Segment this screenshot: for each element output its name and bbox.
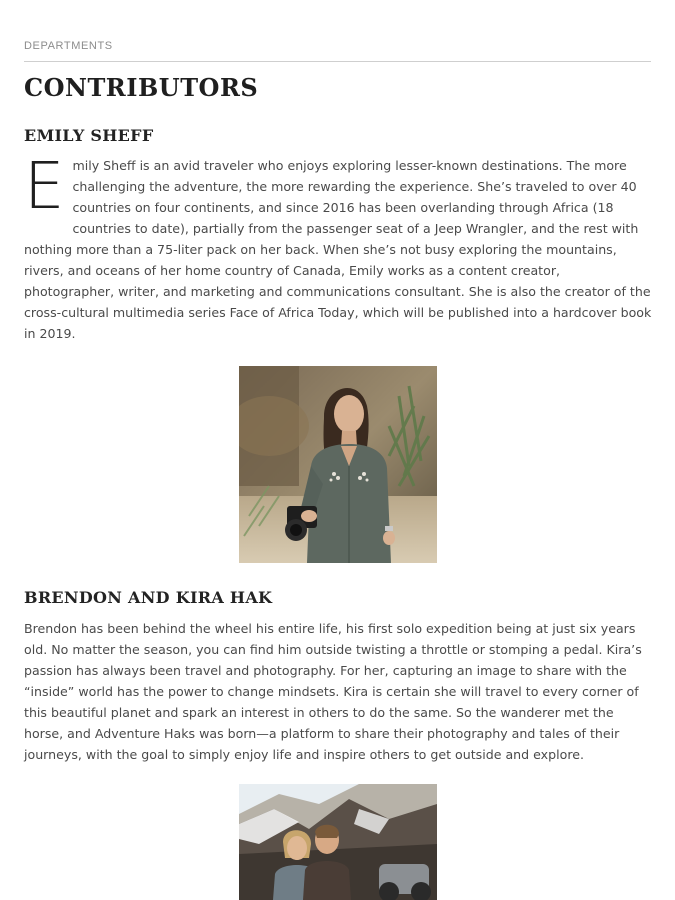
contributor-photo-brendon-and-kira-hak xyxy=(239,784,437,900)
portrait-couple-in-mountains xyxy=(239,784,437,900)
contributor-bio-emily-sheff xyxy=(24,150,654,344)
contributor-name-brendon-and-kira-hak: BRENDON AND KIRA HAK xyxy=(24,588,273,607)
page-title: CONTRIBUTORS xyxy=(24,73,259,102)
bio-text: mily Sheff is an avid traveler who enjoys exploring lesser-known destinations. The more challenging the adventure, the more rewarding the experience. She’s traveled to over 40 countries on four continents, and since 2016 has been overlanding through Africa (18 countries to date), partially from the passenger seat of a Jeep Wrangler, and the rest with nothing more than a 75-liter pack on her back. When she’s not busy exploring the mountains, rivers, and oceans of her home country of Canada, Emily works as a content creator, photographer, writer, and marketing and communications consultant. She is also the creator of the cross-cultural multimedia series Face of Africa Today, which will be published into a hardcover book in 2019. xyxy=(24,158,652,341)
contributor-name-emily-sheff: EMILY SHEFF xyxy=(24,126,154,145)
drop-cap: E xyxy=(24,150,65,224)
portrait-woman-with-camera xyxy=(239,366,437,563)
section-label: DEPARTMENTS xyxy=(24,40,113,52)
header-divider xyxy=(24,61,651,62)
contributor-photo-emily-sheff xyxy=(239,366,437,563)
contributor-bio-brendon-and-kira-hak: Brendon has been behind the wheel his entire life, his first solo expedition being at just six years old. No matter the season, you can find him outside twisting a throttle or stomping a pedal. Kira’s passion has always been travel and photography. For her, capturing an image to share with the “inside” world has the power to change mindsets. Kira is certain she will travel to every corner of this beautiful planet and spark an interest in others to do the same. So the wanderer met the horse, and Adventure Haks was born—a platform to share their photography and tales of their journeys, with the goal to simply enjoy life and inspire others to get outside and explore. xyxy=(24,621,642,762)
